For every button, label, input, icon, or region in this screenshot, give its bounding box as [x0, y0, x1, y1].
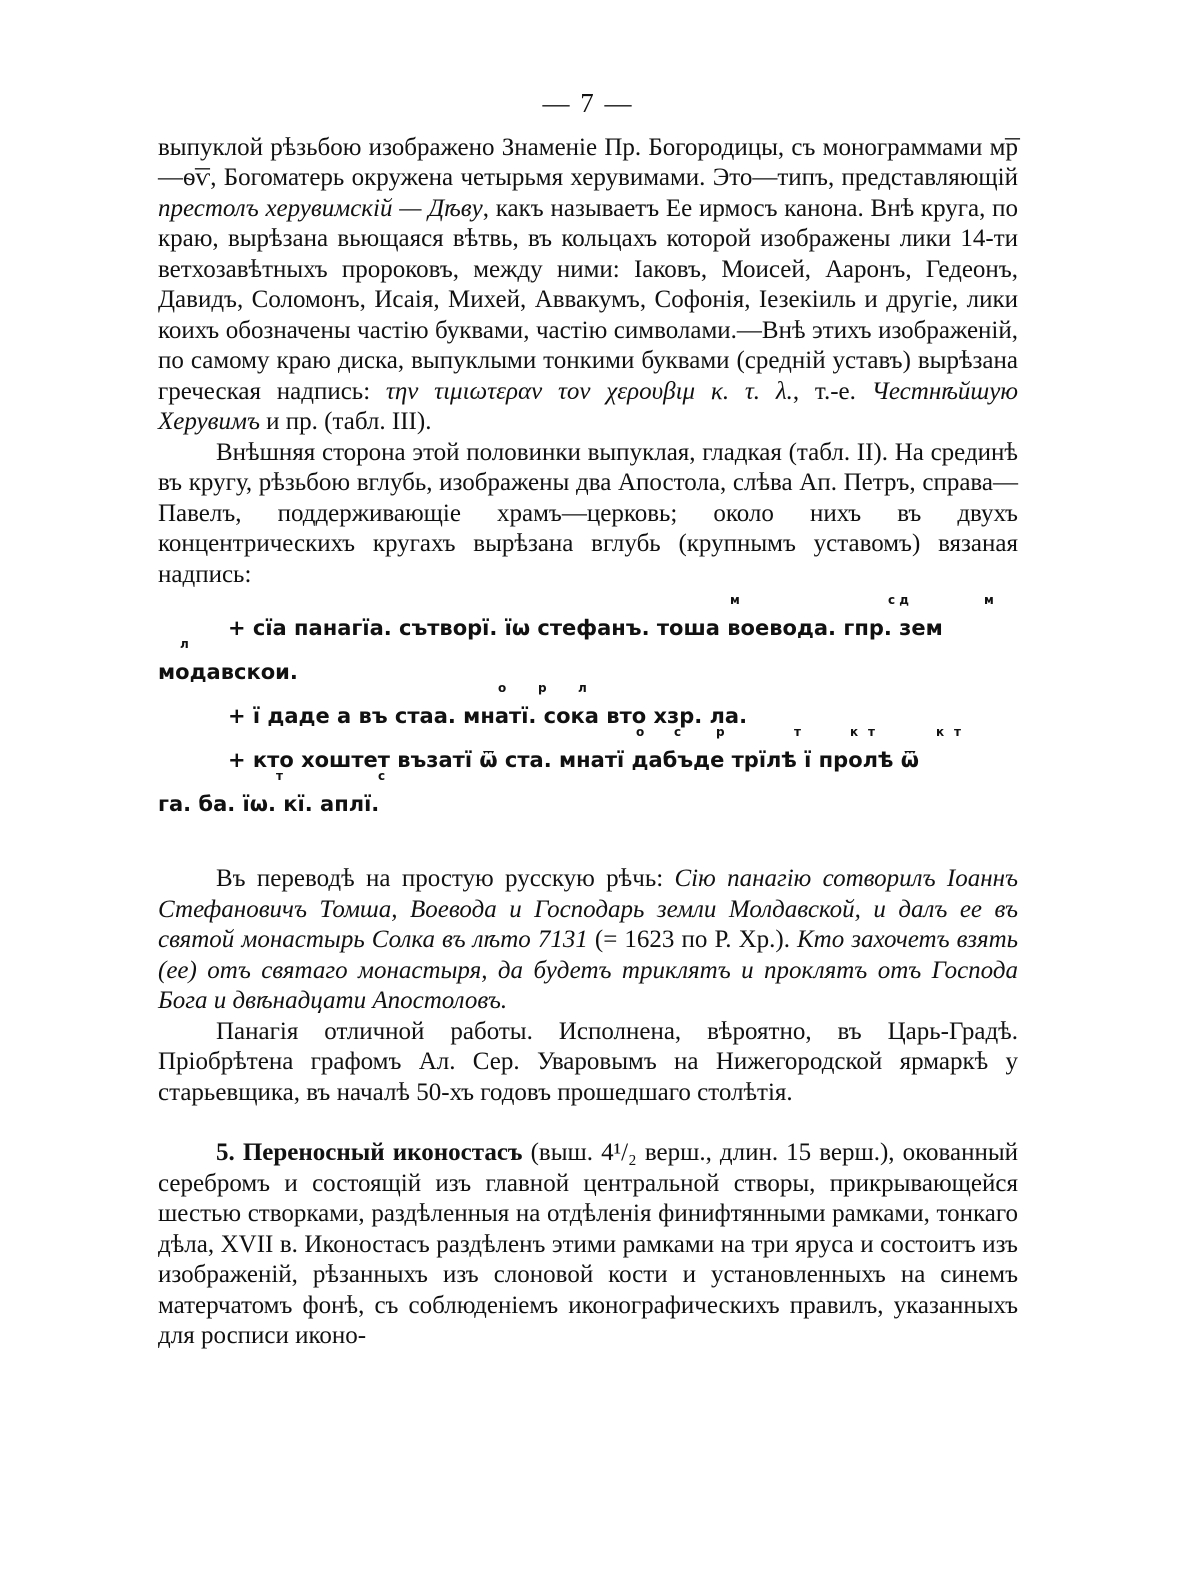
superscript-letter: с [674, 725, 682, 739]
slavonic-inscription [158, 593, 1018, 826]
italic-quote: престолъ херувимскій — Дѣву [158, 194, 483, 222]
superscript-letter: л [180, 637, 189, 651]
superscript-letter: м [984, 593, 994, 607]
superscript-letter: с д [888, 593, 909, 607]
page-body [158, 88, 1018, 1352]
text-run: (выш. 4 [522, 1139, 614, 1166]
superscript-letter: т [794, 725, 801, 739]
superscript-letter: о [498, 681, 507, 695]
paragraph-iconostasis [158, 1138, 1018, 1352]
superscript-letter: к [850, 725, 859, 739]
text-run: выпуклой рѣзьбою изображено Знаменіе Пр. Богородицы, съ монограммами [158, 133, 990, 161]
inscription-text: + ї даде а въ стаа. мнатї. сока вто хзр. ла. [228, 704, 748, 728]
inscription-line [158, 769, 1018, 826]
superscript-letter: с [378, 769, 386, 783]
text-run: и пр. (табл. III). [259, 408, 432, 435]
item-number: 5. [216, 1139, 235, 1166]
superscript-letter: т [276, 769, 283, 783]
superscript-letter: т [954, 725, 961, 739]
text-run: Въ переводѣ на простую русскую рѣчь: [216, 865, 675, 892]
inscription-text: + кто хоштет възатї ѿ ста. мнатї дабъде трїлѣ ї пролѣ ѿ [228, 748, 920, 772]
monogram: м͞р—ѳ͞ѵ [158, 133, 1018, 191]
greek-inscription: την τιμιωτεραν τον χερουβιμ κ. τ. λ. [385, 377, 793, 405]
inscription-line [158, 593, 1018, 650]
superscript-letter: р [538, 681, 547, 695]
paragraph-translation [158, 864, 1018, 1017]
superscript-letter: л [578, 681, 587, 695]
page-number: — 7 — [542, 88, 634, 118]
item-title: Переносный иконостасъ [242, 1139, 523, 1166]
superscript-letter: м [730, 593, 740, 607]
inscription-text: га. ба. їѡ. кї. аплї. [158, 792, 380, 816]
paragraph-outer-side: Внѣшняя сторона этой половинки выпуклая, гладкая (табл. II). На срединѣ въ кругу, рѣзьбою вглубь, изображены два Апостола, слѣва Ап. Петръ, справа—Павелъ, поддерживающіе храмъ—церковь; около нихъ въ двухъ концентрическихъ кругахъ вырѣзана вглубь (крупнымъ уставомъ) вязаная надпись: [158, 438, 1018, 588]
superscript-letter: о [636, 725, 645, 739]
superscript-letter: т [868, 725, 875, 739]
italic-translation: Кто захочетъ взять (ее) отъ святаго монастыря, да будетъ триклятъ и проклятъ отъ Господа Бога и двѣнадцати Апостоловъ. [158, 926, 1018, 1014]
inscription-line [158, 681, 1018, 738]
inscription-text: + сїа панагїа. сътворї. їѡ стефанъ. тоша воевода. гпр. зем [228, 616, 943, 640]
paragraph-panagia-description [158, 133, 1018, 438]
text-run: , какъ называетъ Ее ирмосъ канона. Внѣ круга, по краю, вырѣзана вьющаяся вѣтвь, въ кольцахъ которой изображены лики 14-ти ветхозавѣтныхъ пророковъ, между ними: Іаковъ, Моисей, Ааронъ, Гедеонъ, Давидъ, Соломонъ, Исаія, Михей, Аввакумъ, Софонія, Іезекіиль и другіе, лики коихъ обозначены частію буквами, частію символами.—Внѣ этихъ изображеній, по самому краю диска, выпуклыми тонкими буквами (средній уставъ) вырѣзана греческая надпись: [158, 194, 1018, 405]
inscription-line [158, 637, 1018, 694]
superscript-letter: к [936, 725, 945, 739]
text-run: , т.-е. [792, 377, 872, 405]
superscript-letter: р [716, 725, 725, 739]
text-run: верш., длин. 15 верш.), окованный серебромъ и состоящій изъ главной центральной створы, прикрывающейся шестью створками, раздѣленныя на отдѣленія финифтянными рамками, тонкаго дѣла, XVII в. Иконостасъ раздѣленъ этими рамками на три яруса и состоитъ изъ изображеній, рѣзанныхъ изъ слоновой кости и установленныхъ на синемъ матерчатомъ фонѣ, съ соблюденіемъ иконографическихъ правилъ, указанныхъ для росписи иконо- [158, 1139, 1019, 1349]
inscription-text: модавскои. [158, 660, 298, 684]
inscription-line [158, 725, 1018, 782]
text-run: , Богоматерь окружена четырьмя херувимами. Это—типъ, представляющій [210, 164, 1018, 191]
italic-quote: Честнѣйшую Херувимъ [158, 377, 1018, 435]
text-run: (= 1623 по Р. Хр.). [587, 926, 798, 953]
fraction: ¹/₂ [613, 1139, 637, 1166]
italic-translation: Сію панагію сотворилъ Іоаннъ Стефановичъ Томша, Воевода и Господарь земли Молдавской, и далъ ее въ святой монастырь Солка въ лѣто 7131 [158, 865, 1018, 953]
paragraph-provenance: Панагія отличной работы. Исполнена, вѣроятно, въ Царь-Градѣ. Пріобрѣтена графомъ Ал. Сер. Уваровымъ на Нижегородской ярмаркѣ у старьевщика, въ началѣ 50-хъ годовъ прошедшаго столѣтія. [158, 1017, 1018, 1106]
